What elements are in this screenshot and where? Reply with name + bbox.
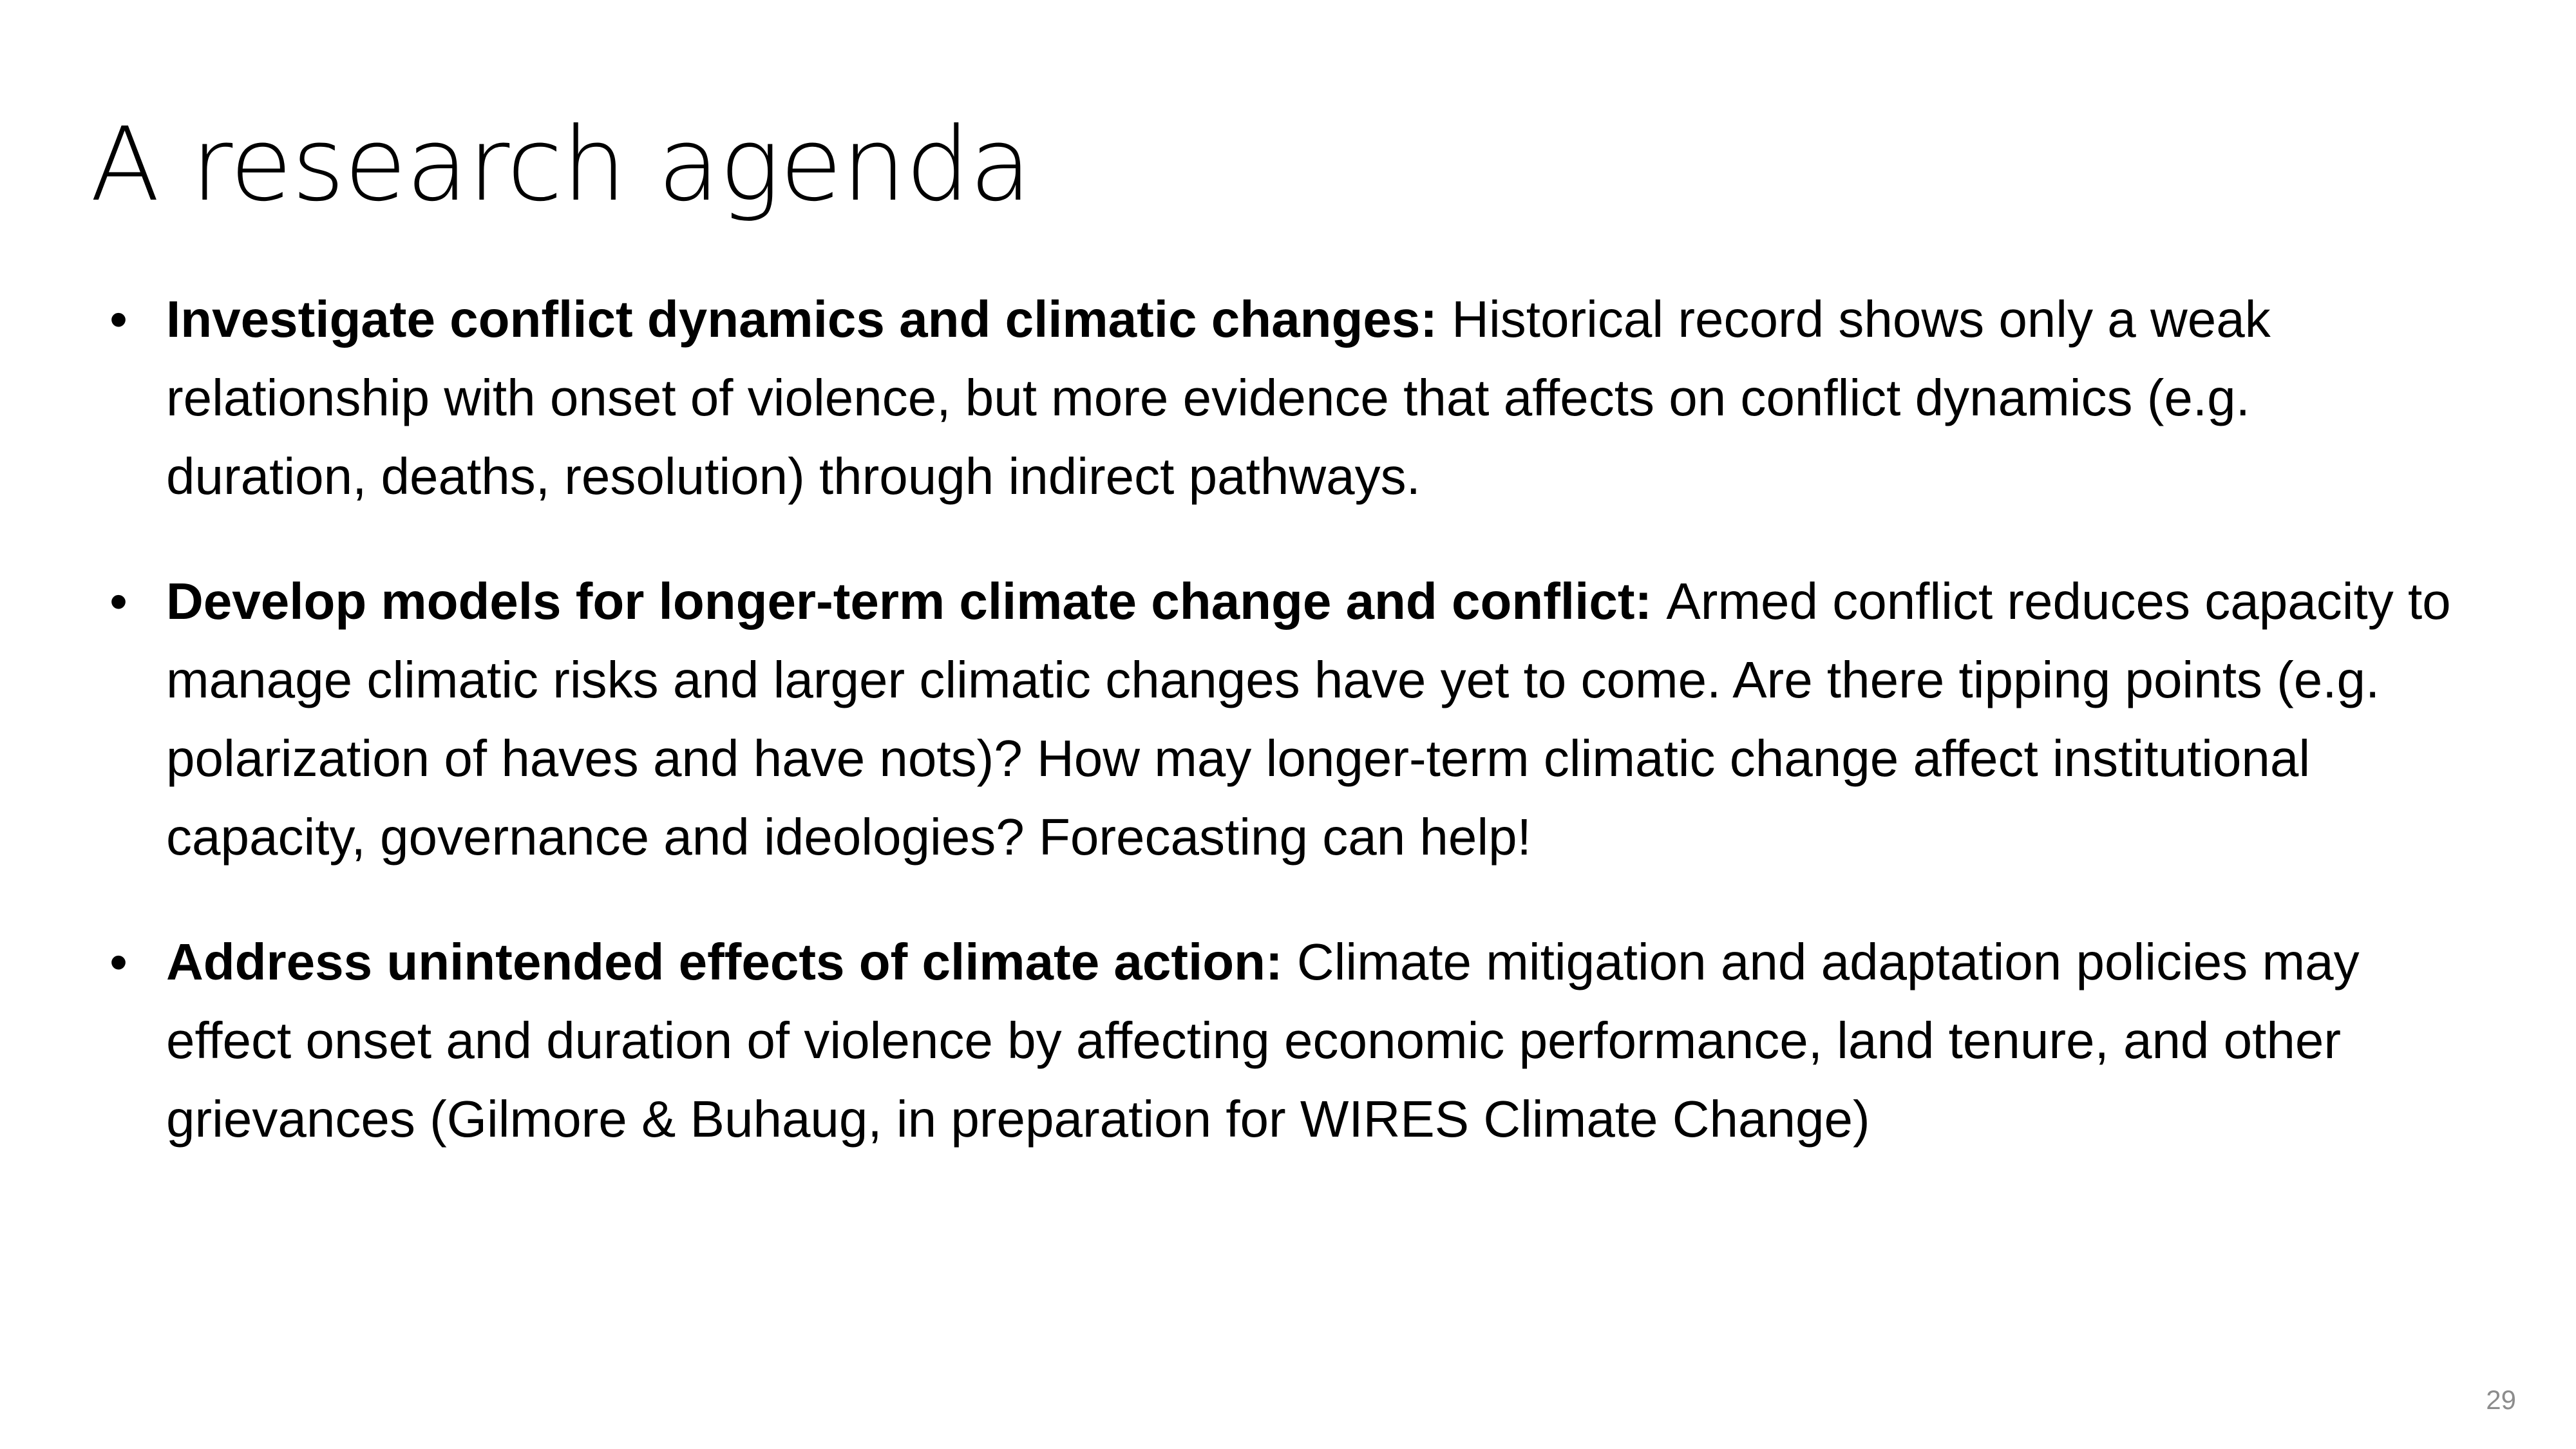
- bullet-heading: Investigate conflict dynamics and climatic changes:: [166, 290, 1452, 348]
- slide-title: A research agenda: [90, 106, 1032, 224]
- slide-number: 29: [2486, 1385, 2516, 1415]
- bullet-item-unintended-effects: [109, 923, 2460, 1159]
- bullet-item-longer-term-models: [109, 562, 2460, 876]
- bullet-text: Historical record shows only a weak relationship with onset of violence, but more evidence that affects on conflict dynamics (e.g. duration, deaths, resolution) through indirect pathways.: [166, 290, 2271, 505]
- bullet-item-conflict-dynamics: [109, 280, 2460, 516]
- bullet-list: [109, 280, 2460, 1205]
- bullet-heading: Address unintended effects of climate action:: [166, 933, 1297, 990]
- bullet-dot-icon: •: [109, 573, 128, 630]
- bullet-dot-icon: •: [109, 933, 128, 990]
- bullet-text: Armed conflict reduces capacity to manage climatic risks and larger climatic changes have yet to come. Are there tipping points (e.g. polarization of haves and have nots)? How may longer-term climatic change affect institutional capacity, governance and ideologies? Forecasting can help!: [166, 573, 2451, 866]
- bullet-heading: Develop models for longer-term climate change and conflict:: [166, 573, 1667, 630]
- bullet-text: Climate mitigation and adaptation policies may effect onset and duration of violence by affecting economic performance, land tenure, and other grievances (Gilmore & Buhaug, in preparation for WIRES Climate Change): [166, 933, 2360, 1148]
- bullet-dot-icon: •: [109, 290, 128, 348]
